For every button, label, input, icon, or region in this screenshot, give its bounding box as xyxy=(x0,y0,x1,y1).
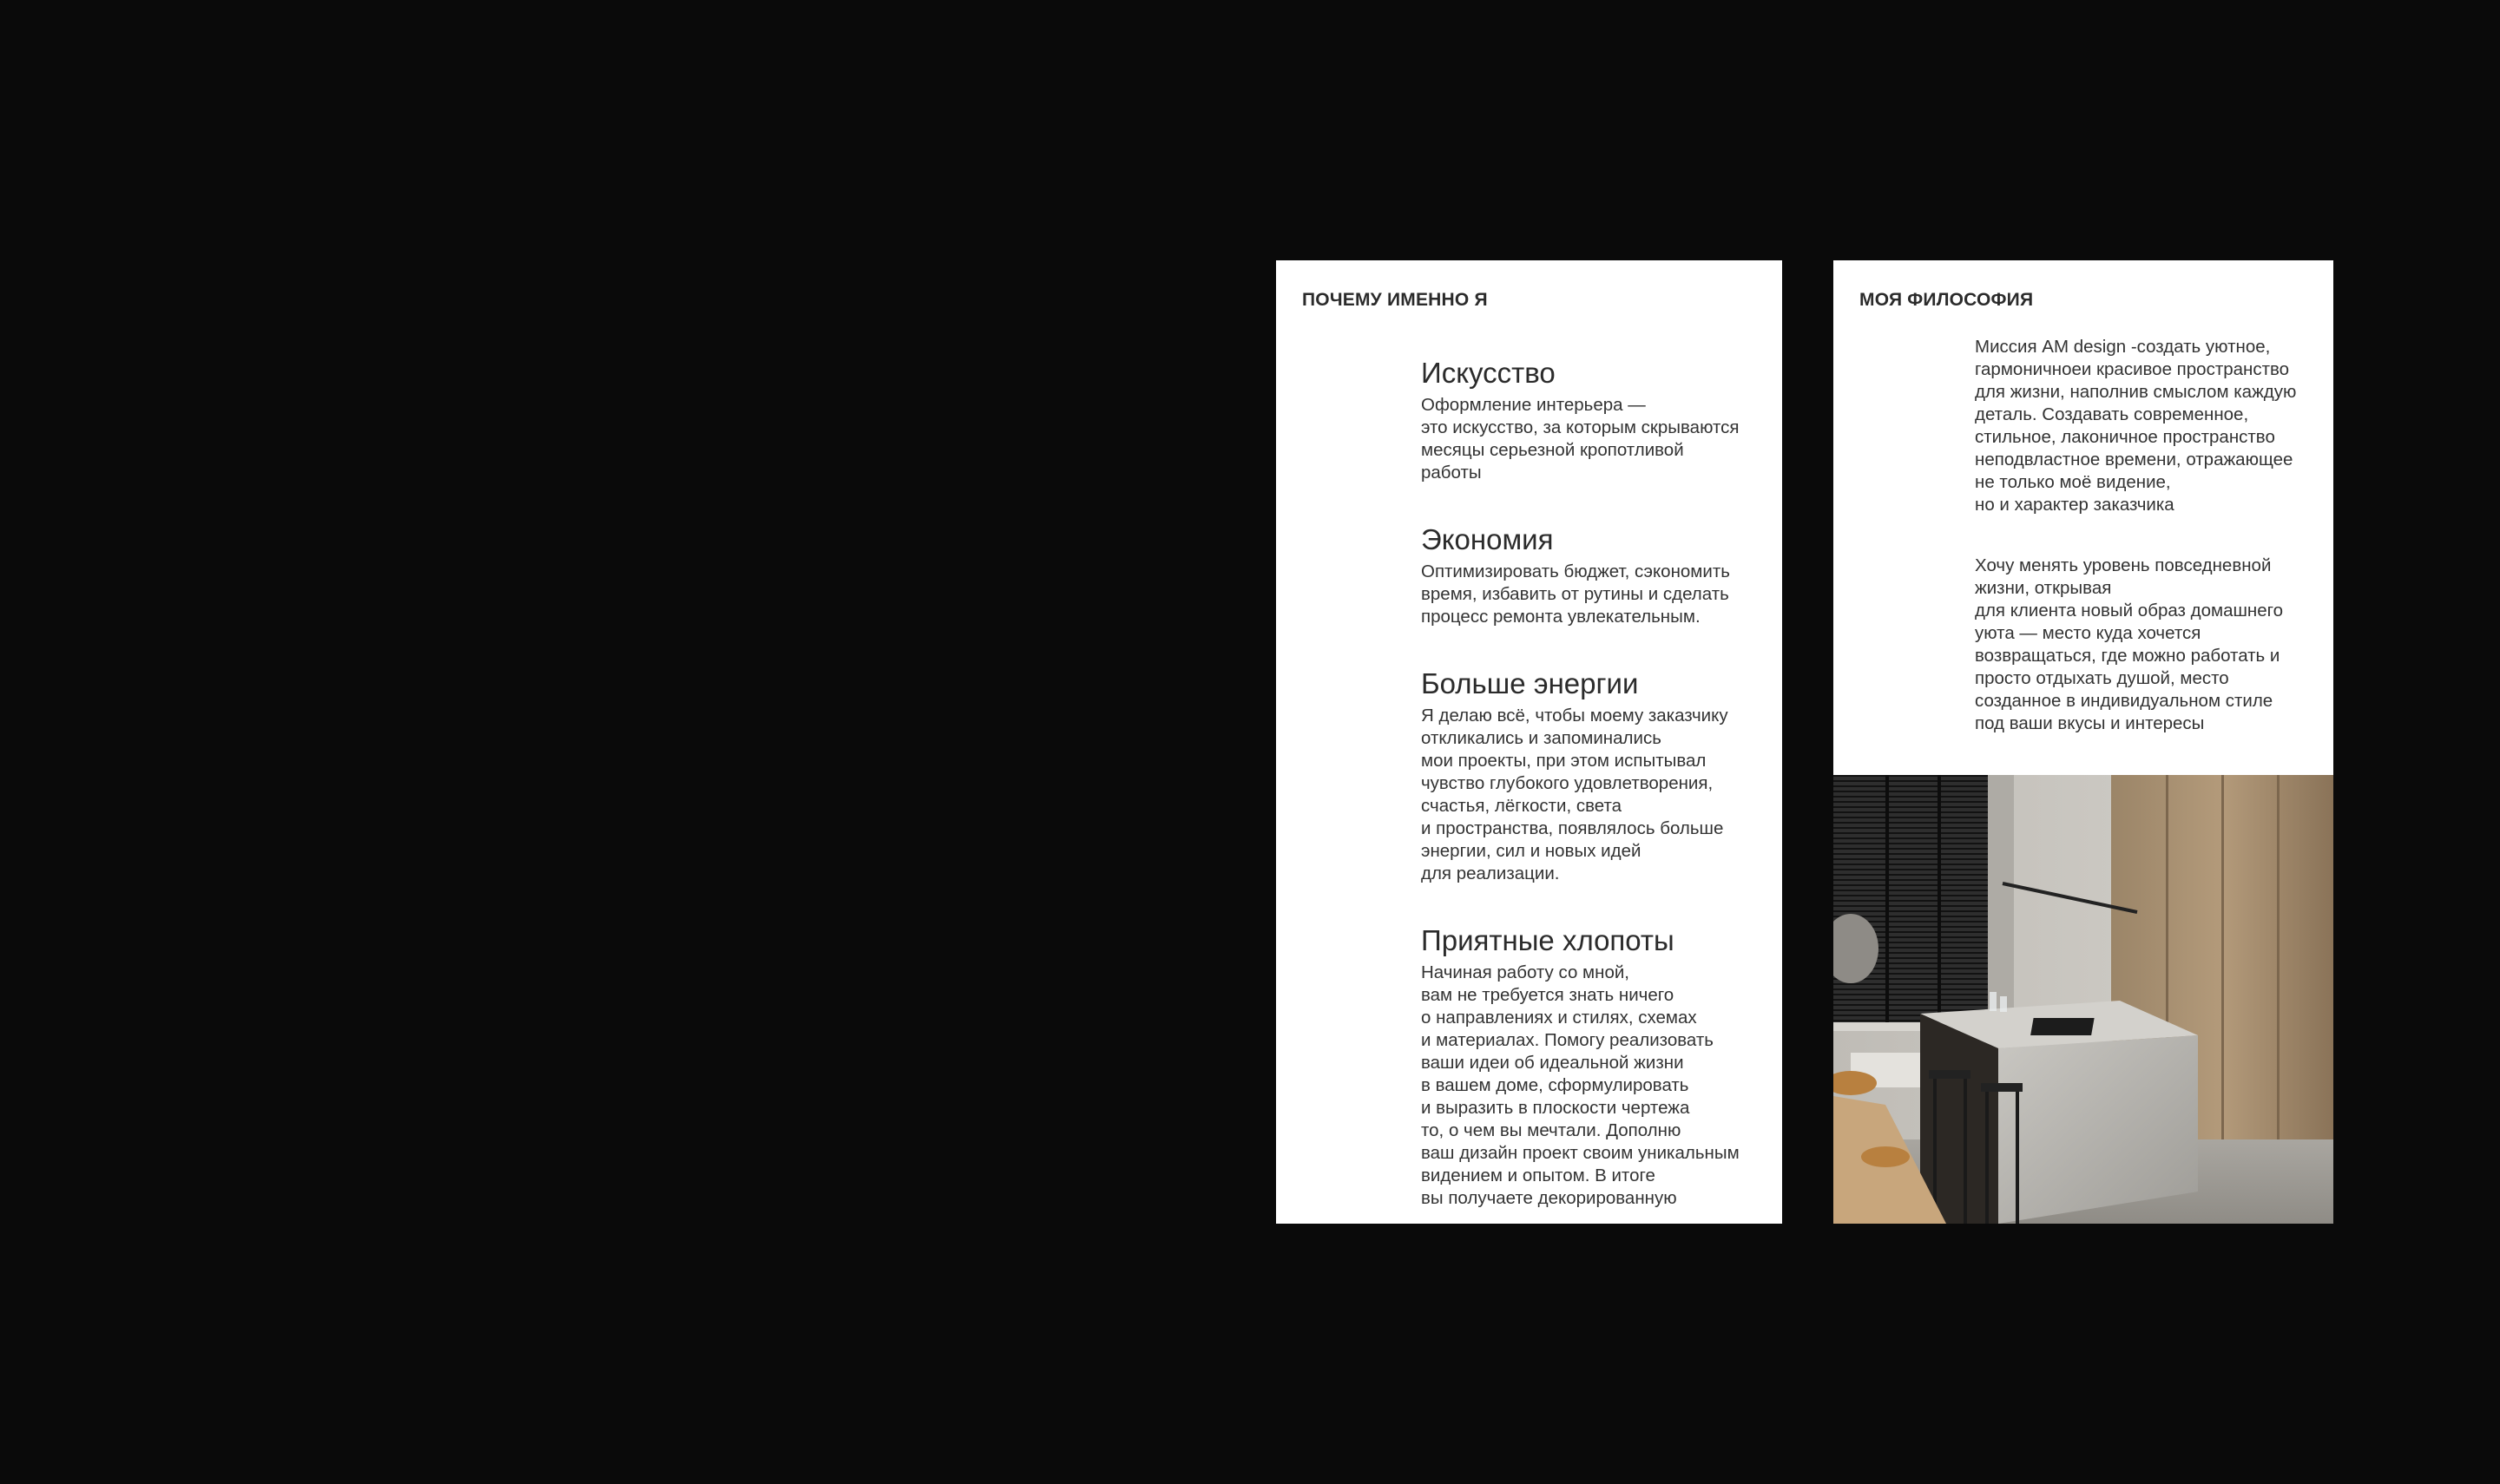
feature-title: Экономия xyxy=(1421,523,1554,555)
feature-title: Искусство xyxy=(1421,357,1556,389)
feature-text: Оптимизировать бюджет, сэкономить время, избавить от рутины и сделать процесс ремонта увлекательным. xyxy=(1421,561,1730,627)
feature-item xyxy=(1421,356,1768,484)
feature-item xyxy=(1421,923,1768,1210)
feature-text: Начиная работу со мной, вам не требуется знать ничего о направлениях и стилях, схемах и материалах. Помогу реализовать ваши идеи об идеальной жизни в вашем доме, сформулировать и выразить в плоскости чертежа то, о чем вы мечтали. Дополню ваш дизайн проект своим уникальным видением и опытом. В итоге вы получаете декорированную xyxy=(1421,962,1740,1208)
philosophy-paragraph: Миссия AM design -создать уютное, гармоничноеи красивое пространство для жизни, наполнив смыслом каждую деталь. Создавать современное, стильное, лаконичное пространство неподвластное времени, отражающее не только моё видение, но и характер заказчика xyxy=(1975,337,2297,515)
feature-item xyxy=(1421,522,1768,628)
philosophy-panel xyxy=(1833,260,2333,1224)
features-list xyxy=(1421,356,1768,1224)
philosophy-text-block xyxy=(1975,336,2322,773)
feature-text: Оформление интерьера — это искусство, за которым скрываются месяцы серьезной кропотливой работы xyxy=(1421,395,1740,483)
feature-title: Приятные хлопоты xyxy=(1421,924,1674,956)
feature-item xyxy=(1421,666,1768,885)
why-me-heading: ПОЧЕМУ ИМЕННО Я xyxy=(1302,290,1488,310)
kitchen-interior-image xyxy=(1833,775,2333,1224)
feature-title: Больше энергии xyxy=(1421,667,1639,699)
feature-text: Я делаю всё, чтобы моему заказчику откликались и запоминались мои проекты, при этом испытывал чувство глубокого удовлетворения, счастья, лёгкости, света и пространства, появлялось больше энергии, сил и новых идей для реализации. xyxy=(1421,706,1728,883)
philosophy-paragraph: Хочу менять уровень повседневной жизни, открывая для клиента новый образ домашнего уюта — место куда хочется возвращаться, где можно работать и просто отдыхать душой, место созданное в индивидуальном стиле под ваши вкусы и интересы xyxy=(1975,555,2284,733)
philosophy-heading: МОЯ ФИЛОСОФИЯ xyxy=(1859,290,2034,310)
why-me-panel xyxy=(1276,260,1782,1224)
